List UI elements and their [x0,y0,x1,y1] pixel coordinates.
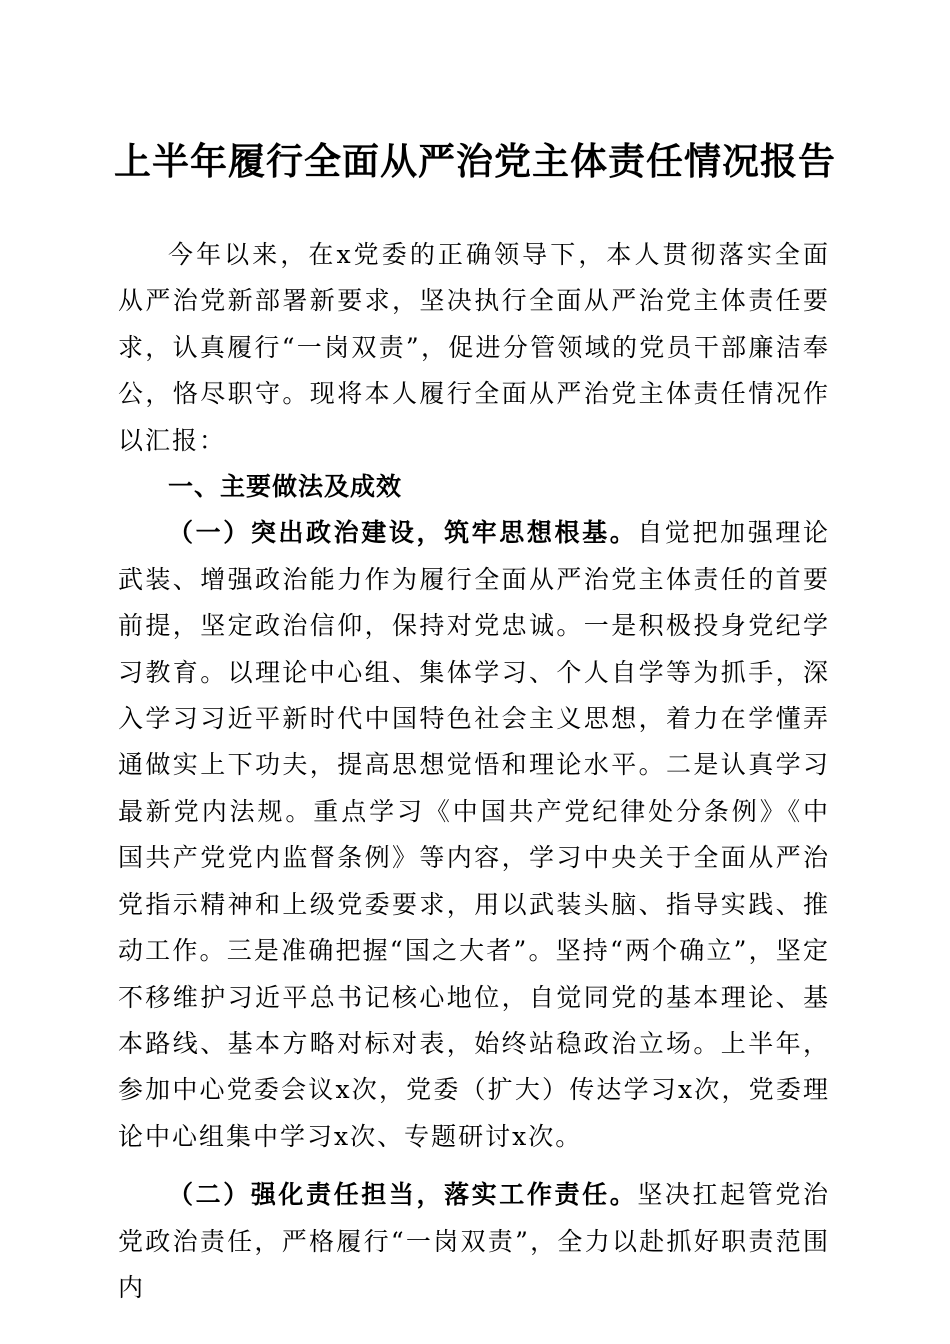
subsection-heading: （一）突出政治建设，筑牢思想根基。 [168,518,638,548]
subsection-paragraph [118,510,830,1160]
intro-paragraph: 今年以来，在x党委的正确领导下，本人贯彻落实全面从严治党新部署新要求，坚决执行全面从严治党主体责任要求，认真履行“一岗双责”，促进分管领域的党员干部廉洁奉公，恪尽职守。现将本人履行全面从严治党主体责任情况作以汇报： [118,240,830,455]
subsection-paragraph [118,1172,830,1311]
document-body [118,232,830,1311]
document-title: 上半年履行全面从严治党主体责任情况报告 [114,139,836,183]
subsection-body: 自觉把加强理论武装、增强政治能力作为履行全面从严治党主体责任的首要前提，坚定政治信仰，保持对党忠诚。一是积极投身党纪学习教育。以理论中心组、集体学习、个人自学等为抓手，深入学习习近平新时代中国特色社会主义思想，着力在学懂弄通做实上下功夫，提高思想觉悟和理论水平。二是认真学习最新党内法规。重点学习《中国共产党纪律处分条例》《中国共产党党内监督条例》等内容，学习中央关于全面从严治党指示精神和上级党委要求，用以武装头脑、指导实践、推动工作。三是准确把握“国之大者”。坚持“两个确立”，坚定不移维护习近平总书记核心地位，自觉同党的基本理论、基本路线、基本方略对标对表，始终站稳政治立场。上半年，参加中心党委会议x次，党委（扩大）传达学习x次，党委理论中心组集中学习x次、专题研讨x次。 [118,518,830,1151]
subsection-heading: （二）强化责任担当，落实工作责任。 [168,1180,638,1210]
section-heading: 一、主要做法及成效 [168,472,403,502]
subsection-body: 坚决扛起管党治党政治责任，严格履行“一岗双责”，全力以赴抓好职责范围内 [118,1180,830,1302]
